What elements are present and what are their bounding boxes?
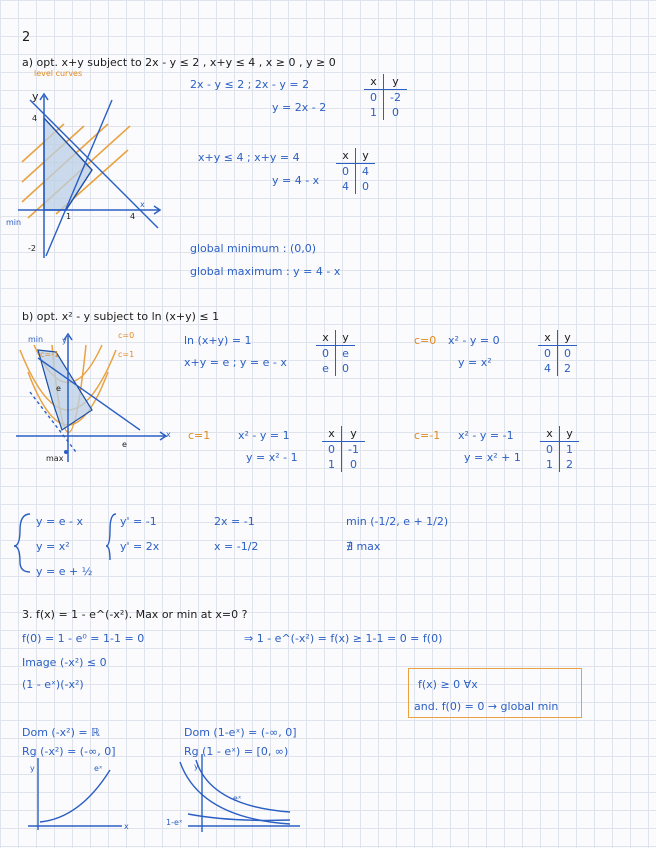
a-global-minimum: global minimum : (0,0) (190, 242, 317, 255)
a-line2-inequality: x+y ≤ 4 ; x+y = 4 (198, 151, 300, 164)
p3-image: Image (-x²) ≤ 0 (22, 656, 107, 669)
deriv-brace (106, 514, 116, 560)
b-cm1-equation: x² - y = -1 (458, 429, 514, 442)
b-graph-c1: c=1 (118, 350, 135, 359)
a-table-1: x y 0 -2 1 0 (364, 74, 407, 120)
b-c0-equation: x² - y = 0 (448, 334, 500, 347)
a-global-maximum: global maximum : y = 4 - x (190, 265, 341, 278)
b-cm1-label: c=-1 (414, 429, 441, 442)
g2-y-label: y (194, 762, 199, 771)
a-graph-min: min (6, 218, 22, 227)
a-graph-4x: 4 (130, 212, 136, 221)
a-line2-equation: y = 4 - x (272, 174, 320, 187)
b-solve-1: 2x = -1 (214, 515, 255, 528)
a-problem-statement: a) opt. x+y subject to 2x - y ≤ 2 , x+y ≤ 4 , x ≥ 0 , y ≥ 0 (22, 56, 336, 69)
system-brace (14, 514, 30, 572)
b-ln-equation: ln (x+y) = 1 (184, 334, 252, 347)
b-c1-equation: x² - y = 1 (238, 429, 290, 442)
g1-y-label: y (30, 764, 35, 773)
p3-domain-2: Dom (1-eˣ) = (-∞, 0] (184, 726, 297, 739)
a-line1-equation: y = 2x - 2 (272, 101, 327, 114)
b-graph-x-label: x (166, 430, 171, 439)
b-table-1: x y 0 e e 0 (316, 330, 355, 376)
p3-f0: f(0) = 1 - e⁰ = 1-1 = 0 (22, 632, 145, 645)
b-system-3: y = e + ½ (36, 565, 93, 578)
a-graph-y-label: y (32, 90, 39, 103)
p3-inequality: ⇒ 1 - e^(-x²) = f(x) ≥ 1-1 = 0 = f(0) (244, 632, 443, 645)
b-graph-e-y: e (56, 384, 61, 393)
b-cm1-y: y = x² + 1 (464, 451, 521, 464)
b-graph-min: min (28, 335, 44, 344)
b-system-2: y = x² (36, 540, 70, 553)
conclusion-line-2: and. f(0) = 0 → global min (414, 700, 559, 713)
conclusion-line-1: f(x) ≥ 0 ∀x (418, 678, 478, 691)
b-minimum-point: min (-1/2, e + 1/2) (346, 515, 449, 528)
axes-a (18, 94, 160, 258)
p3-domain-1: Dom (-x²) = ℝ (22, 726, 100, 739)
b-c0-y: y = x² (458, 356, 492, 369)
a-graph-neg2: -2 (28, 244, 36, 253)
problem-number-2: 2 (22, 30, 31, 45)
g1-ex-label: eˣ (94, 764, 103, 773)
g2-mex-label: -eˣ (230, 794, 242, 803)
a-table-2: x y 0 4 4 0 (336, 148, 375, 194)
b-c1-y: y = x² - 1 (246, 451, 298, 464)
a-line1-inequality: 2x - y ≤ 2 ; 2x - y = 2 (190, 78, 310, 91)
axes-ex (28, 758, 122, 830)
a-graph-x-label: x (140, 200, 145, 209)
a-graph-1: 1 (66, 212, 72, 221)
b-table-2: x y 0 0 4 2 (538, 330, 577, 376)
p3-range-1: Rg (-x²) = (-∞, 0] (22, 745, 116, 758)
p3-composition: (1 - eˣ)(-x²) (22, 678, 84, 691)
b-graph-y-label: y (62, 336, 67, 345)
p3-title: 3. f(x) = 1 - e^(-x²). Max or min at x=0 ? (22, 608, 248, 621)
b-table-3: x y 0 -1 1 0 (322, 426, 365, 472)
p3-range-2: Rg (1 - eˣ) = [0, ∞) (184, 745, 289, 758)
b-graph-e-x: e (122, 440, 127, 449)
b-system-1: y = e - x (36, 515, 83, 528)
g1-x-label: x (124, 822, 129, 831)
b-problem-statement: b) opt. x² - y subject to ln (x+y) ≤ 1 (22, 310, 220, 323)
b-graph-max: max (46, 454, 64, 463)
b-no-maximum: ∄ max (346, 540, 381, 553)
b-c1-label: c=1 (188, 429, 211, 442)
b-c0-label: c=0 (414, 334, 437, 347)
b-graph-cm1: c=-1 (40, 350, 60, 359)
g2-1-ex-label: 1-eˣ (166, 818, 183, 827)
b-ln-solution: x+y = e ; y = e - x (184, 356, 287, 369)
point-max (64, 450, 68, 454)
b-derivative-1: y' = -1 (120, 515, 157, 528)
b-derivative-2: y' = 2x (120, 540, 160, 553)
a-graph-4y: 4 (32, 114, 38, 123)
b-graph-c0: c=0 (118, 331, 135, 340)
b-solve-2: x = -1/2 (214, 540, 259, 553)
level-curves-label: level curves (34, 69, 83, 78)
b-table-4: x y 0 1 1 2 (540, 426, 579, 472)
